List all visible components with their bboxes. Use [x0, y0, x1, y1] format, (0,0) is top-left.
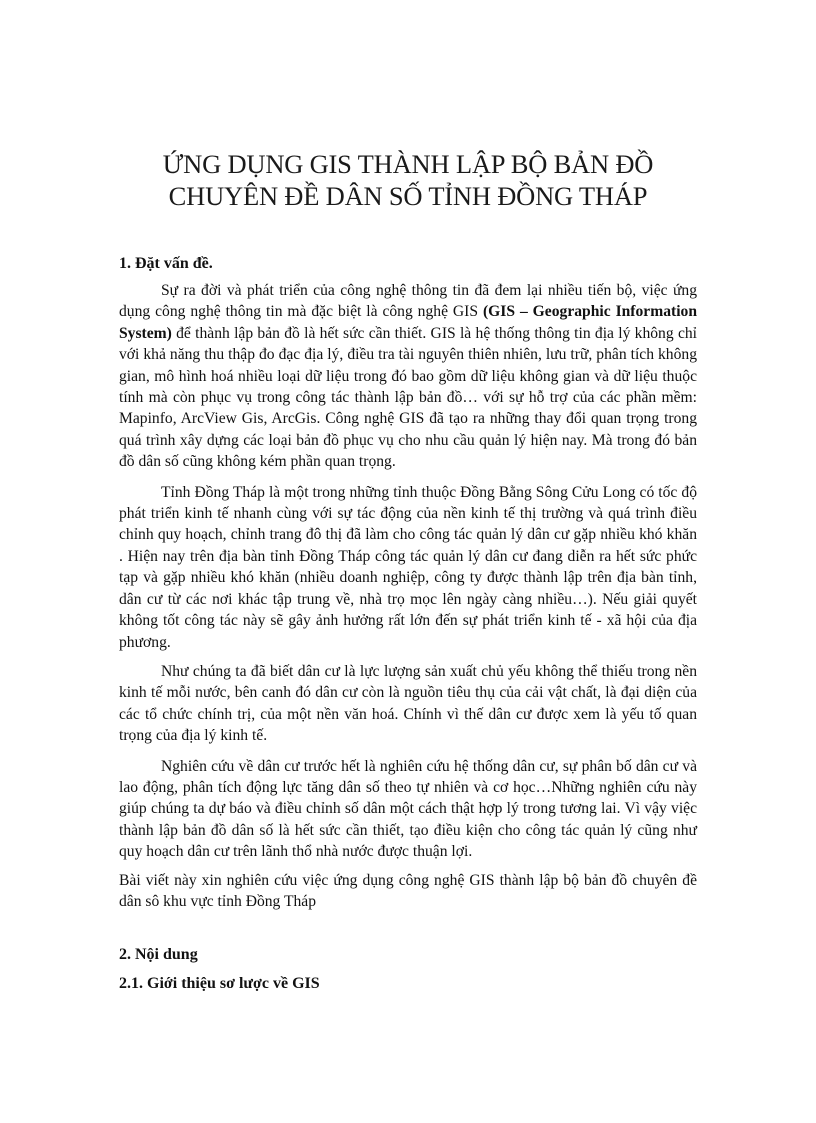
paragraph-5: Bài viết này xin nghiên cứu việc ứng dụng công nghệ GIS thành lập bộ bản đồ chuyên đề dân sô khu vực tỉnh Đồng Tháp: [119, 871, 697, 910]
section-2-heading: 2. Nội dung: [119, 946, 198, 964]
section-2-1-heading: 2.1. Giới thiệu sơ lược về GIS: [119, 975, 320, 993]
paragraph-1-text-b: để thành lập bản đồ là hết sức cần thiết. GIS là hệ thống thông tin địa lý không chỉ với khả năng thu thập đo đạc địa lý, điều tra tài nguyên thiên nhiên, lưu trữ, phân tích không gian, mô hình hoá nhiều loại dữ liệu trong đó bao gồm dữ liệu không gian và dữ liệu thuộc tính mà còn phục vụ trong công tác thành lập bản đồ… với sự hỗ trợ của các phần mềm: Mapinfo, ArcView Gis, ArcGis. Công nghệ GIS đã tạo ra những thay đổi quan trọng trong quá trình xây dựng các loại bản đồ phục vụ cho nhu cầu quản lý hiện nay. Mà trong đó bản đồ dân số cũng không kém phần quan trọng.: [119, 324, 697, 471]
title-line-2: CHUYÊN ĐỀ DÂN SỐ TỈNH ĐỒNG THÁP: [168, 181, 648, 211]
title-line-1: ỨNG DỤNG GIS THÀNH LẬP BỘ BẢN ĐỒ: [162, 149, 654, 179]
paragraph-1: [119, 280, 697, 473]
document-page: [119, 148, 697, 994]
section-1-heading: 1. Đặt vấn đề.: [119, 255, 213, 272]
paragraph-1-bold: (GIS – Geographic Information System): [119, 303, 697, 342]
paragraph-3: Như chúng ta đã biết dân cư là lực lượng sản xuất chủ yếu không thể thiếu trong nền kinh tế mỗi nước, bên canh đó dân cư còn là nguồn tiêu thụ của cải vật chất, là đại diện của các tổ chức chính trị, của một nền văn hoá. Chính vì thế dân cư được xem là yếu tố quan trọng của địa lý kinh tế.: [119, 662, 697, 745]
paragraph-2: Tỉnh Đồng Tháp là một trong những tỉnh thuộc Đồng Bằng Sông Cửu Long có tốc độ phát triển kinh tế nhanh cùng với sự tác động của nền kinh tế thị trường và quá trình điều chỉnh quy hoạch, chỉnh trang đô thị đã làm cho công tác quản lý dân cư gặp nhiều khó khăn . Hiện nay trên địa bàn tỉnh Đồng Tháp công tác quản lý dân cư đang diễn ra hết sức phức tạp và gặp nhiều khó khăn (nhiều doanh nghiệp, công ty được thành lập trên địa bàn tỉnh, dân cư từ các nơi khác tập trung về, nhà trọ mọc lên ngày càng nhiều…). Nếu giải quyết không tốt công tác này sẽ gây ảnh hưởng rất lớn đến sự phát triển kinh tế - xã hội của địa phương.: [119, 483, 697, 651]
paragraph-4: Nghiên cứu về dân cư trước hết là nghiên cứu hệ thống dân cư, sự phân bố dân cư và lao động, phân tích động lực tăng dân số theo tự nhiên và cơ học…Những nghiên cứu này giúp chúng ta dự báo và điều chỉnh số dân một cách thật hợp lý trong tương lai. Vì vậy việc thành lập bản đồ dân số là hết sức cần thiết, tạo điều kiện cho công tác quản lý cũng như quy hoạch dân cư trên lãnh thổ nhà nước được thuận lợi.: [119, 757, 697, 861]
document-title: [119, 148, 697, 212]
paragraph-1-text-a: Sự ra đời và phát triển của công nghệ thông tin đã đem lại nhiều tiến bộ, việc ứng dụng công nghệ thông tin mà đặc biệt là công nghệ GIS: [119, 282, 697, 321]
